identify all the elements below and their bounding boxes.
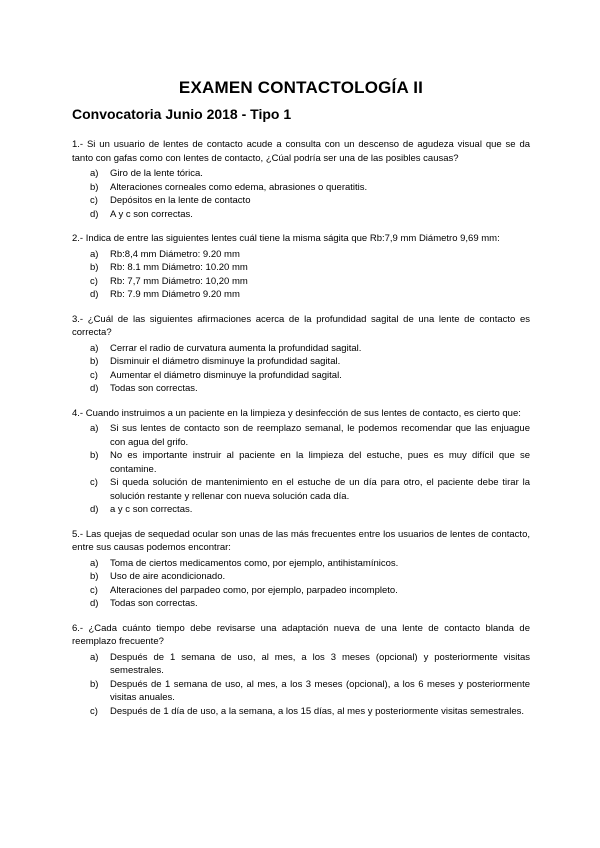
option-letter: c) [90,195,98,206]
option-letter: c) [90,275,98,287]
option-letter: b) [90,262,99,273]
answer-option [90,275,530,289]
option-letter: b) [90,678,99,690]
answer-option [90,705,530,719]
option-text: Después de 1 semana de uso, al mes, a los 3 meses (opcional), a los 6 meses y posteriormente visitas anuales. [110,678,530,703]
answer-option [90,584,530,598]
option-letter: d) [90,598,99,609]
answer-option [90,597,530,611]
option-text: Si sus lentes de contacto son de reemplazo semanal, le podemos recomendar que las enjuague con agua del grifo. [110,423,530,448]
option-letter: b) [90,181,99,193]
option-letter: c) [90,705,98,717]
option-text: A y c son correctas. [110,208,193,220]
answer-option [90,369,530,383]
answer-option [90,422,530,449]
option-text: Rb: 8.1 mm Diámetro: 10.20 mm [110,262,248,273]
answer-option [90,651,530,678]
option-list [72,651,530,719]
question-5 [72,528,530,611]
answer-option [90,557,530,571]
option-text: Uso de aire acondicionado. [110,571,226,582]
answer-option [90,167,530,181]
question-number: 2.- [72,233,84,244]
question-1 [72,138,530,221]
answer-option [90,342,530,356]
question-text [72,232,530,246]
answer-option [90,570,530,584]
question-4 [72,407,530,517]
option-text: Cerrar el radio de curvatura aumenta la profundidad sagital. [110,342,362,354]
question-number: 3.- [72,313,84,325]
option-text: Rb: 7.9 mm Diámetro 9.20 mm [110,289,240,300]
exam-subtitle: Convocatoria Junio 2018 - Tipo 1 [72,106,292,122]
question-body: Indica de entre las siguientes lentes cuál tiene la misma ságita que Rb:7,9 mm Diámetro 9,69 mm: [85,233,500,244]
option-letter: d) [90,289,99,300]
option-letter: c) [90,477,98,488]
answer-option [90,678,530,705]
answer-option [90,382,530,396]
answer-option [90,248,530,262]
option-text: Aumentar el diámetro disminuye la profundidad sagital. [110,369,342,381]
question-2 [72,232,530,302]
question-text [72,138,530,165]
option-letter: b) [90,571,99,582]
option-letter: a) [90,168,99,179]
option-letter: b) [90,450,99,461]
option-letter: a) [90,557,99,569]
option-text: Alteraciones del parpadeo como, por ejemplo, parpadeo incompleto. [110,584,398,596]
question-number: 5.- [72,528,84,540]
option-letter: a) [90,423,99,434]
option-text: Rb: 7,7 mm Diámetro: 10,20 mm [110,275,248,287]
option-letter: d) [90,383,99,394]
answer-option [90,476,530,503]
option-text: Rb:8,4 mm Diámetro: 9.20 mm [110,248,240,260]
option-letter: c) [90,584,98,596]
question-6 [72,622,530,719]
question-text [72,528,530,555]
answer-option [90,355,530,369]
option-text: Disminuir el diámetro disminuye la profundidad sagital. [110,356,341,367]
option-text: Depósitos en la lente de contacto [110,195,251,206]
answer-option [90,288,530,302]
option-text: Si queda solución de mantenimiento en el estuche de un día para otro, el paciente debe tirar la solución restante y rellenar con nueva solución cada día. [110,477,530,502]
option-text: Giro de la lente tórica. [110,168,203,179]
exam-title: EXAMEN CONTACTOLOGÍA II [178,78,424,97]
option-list [72,342,530,396]
option-text: Después de 1 semana de uso, al mes, a los 3 meses (opcional) y posteriormente visitas semestrales. [110,651,530,676]
question-number: 4.- [72,407,84,419]
answer-option [90,208,530,222]
answer-option [90,181,530,195]
option-text: Alteraciones corneales como edema, abrasiones o queratitis. [110,181,368,193]
option-text: Todas son correctas. [110,383,198,394]
option-letter: b) [90,356,99,367]
option-letter: a) [90,651,99,663]
option-letter: a) [90,248,99,260]
question-text [72,622,530,649]
answer-option [90,503,530,517]
option-letter: a) [90,342,99,354]
option-text: No es importante instruir al paciente en la limpieza del estuche, pues es muy difícil que se contamine. [110,450,530,475]
option-text: Toma de ciertos medicamentos como, por ejemplo, antihistamínicos. [110,557,399,569]
question-list [72,138,530,718]
option-list [72,557,530,611]
option-text: a y c son correctas. [110,504,193,515]
option-list [72,167,530,221]
question-body: Si un usuario de lentes de contacto acude a consulta con un descenso de agudeza visual que se da tanto con gafas como con lentes de contacto, ¿Cúal podría ser una de las posibles causas? [72,139,531,164]
option-letter: d) [90,504,99,515]
question-body: ¿Cuál de las siguientes afirmaciones acerca de la profundidad sagital de una lente de contacto es correcta? [72,313,530,338]
question-text [72,407,530,421]
option-text: Después de 1 día de uso, a la semana, a los 15 días, al mes y posteriormente visitas semestrales. [110,705,524,717]
option-letter: d) [90,208,99,220]
option-letter: c) [90,369,98,381]
question-number: 6.- [72,622,84,634]
question-body: ¿Cada cuánto tiempo debe revisarse una adaptación nueva de una lente de contacto blanda de reemplazo frecuente? [72,622,530,647]
answer-option [90,449,530,476]
question-3 [72,313,530,396]
answer-option [90,194,530,208]
question-body: Las quejas de sequedad ocular son unas de las más frecuentes entre los usuarios de lentes de contacto, entre sus causas podemos encontrar: [72,528,530,553]
option-list [72,248,530,302]
answer-option [90,261,530,275]
option-list [72,422,530,517]
option-text: Todas son correctas. [110,598,198,609]
question-body: Cuando instruimos a un paciente en la limpieza y desinfección de sus lentes de contacto, es cierto que: [85,407,521,419]
question-text [72,313,530,340]
question-number: 1.- [72,139,84,150]
